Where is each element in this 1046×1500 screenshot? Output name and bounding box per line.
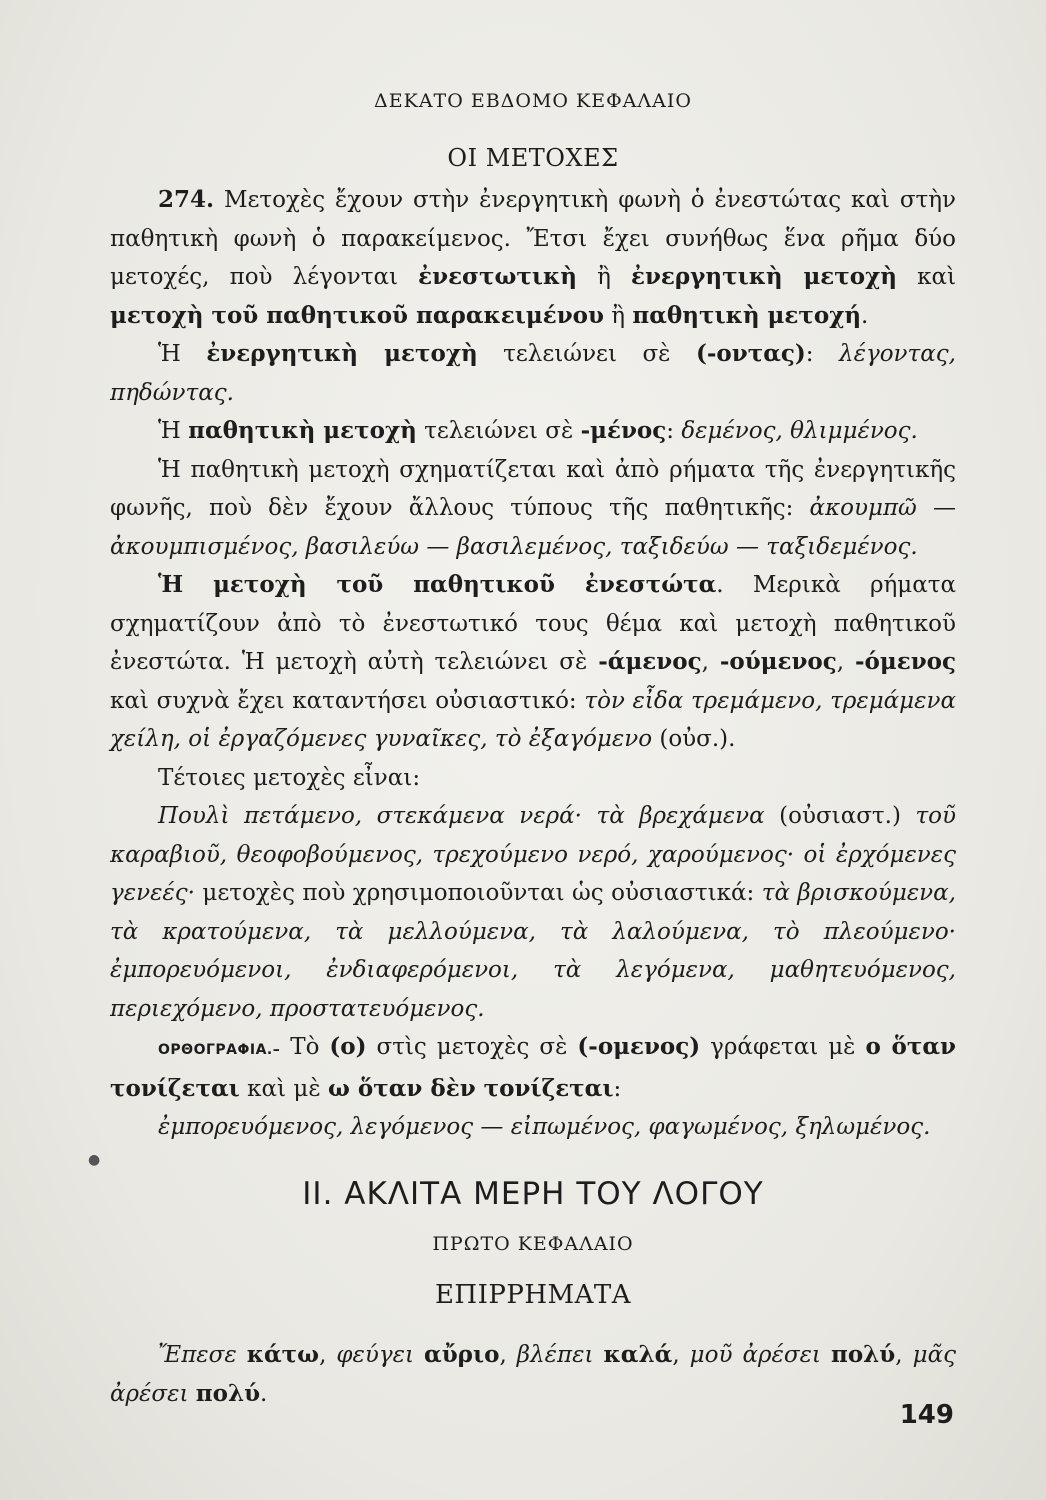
- orthography-label: ΟΡΘΟΓΡΑΦΙΑ.–: [158, 1042, 281, 1058]
- paragraph-active-participle: Ἡ ἐνεργητικὴ μετοχὴ τελειώνει σὲ (-οντας): λέγοντας, πηδώντας.: [110, 340, 956, 406]
- section-title-2: ΕΠΙΡΡΗΜΑΤΑ: [434, 1279, 632, 1310]
- paragraph-passive-participle: Ἡ παθητικὴ μετοχὴ τελειώνει σὲ -μένος: δεμένος, θλιμμένος.: [158, 417, 918, 444]
- paragraph-number: 274.: [158, 186, 215, 213]
- chapter-heading: ΔΕΚΑΤΟ ΕΒΔΟΜΟ ΚΕΦΑΛΑΙΟ: [374, 90, 692, 112]
- paragraph-274: 274. Μετοχὲς ἔχουν στὴν ἐνεργητικὴ φωνὴ ὁ ἐνεστώτας καὶ στὴν παθητικὴ φωνὴ ὁ παρακείμενος. Ἔτσι ἔχει συνήθως ἕνα ρῆμα δύο μετοχές, ποὺ λέγονται ἐνεστωτικὴ ἢ ἐνεργητικὴ μετοχὴ καὶ μετοχὴ τοῦ παθητικοῦ παρακειμένου ἢ παθητικὴ μετοχή.: [110, 186, 956, 329]
- paragraph-present-passive: Ἡ μετοχὴ τοῦ παθητικοῦ ἐνεστώτα. Μερικὰ ρήματα σχηματίζουν ἀπὸ τὸ ἐνεστωτικό τους θέμα καὶ μετοχὴ παθητικοῦ ἐνεστώτα. Ἡ μετοχὴ αὐτὴ τελειώνει σὲ -άμενος, -ούμενος, -όμενος καὶ συχνὰ ἔχει καταντήσει οὐσιαστικό: τὸν εἶδα τρεμάμενο, τρεμάμενα χείλη, οἱ ἐργαζόμενες γυναῖκες, τὸ ἐξαγόμενο (οὐσ.).: [110, 571, 957, 752]
- margin-dot-icon: ●: [88, 1152, 101, 1168]
- chapter-heading-2: ΠΡΩΤΟ ΚΕΦΑΛΑΙΟ: [432, 1233, 634, 1255]
- paragraph-examples: Πουλὶ πετάμενο, στεκάμενα νερά· τὰ βρεχάμενα (οὐσιαστ.) τοῦ καραβιοῦ, θεοφοβούμενος, τρεχούμενο νερό, χαρούμενος· οἱ ἐρχόμενες γενεές· μετοχὲς ποὺ χρησιμοποιοῦνται ὡς οὐσιαστικά: τὰ βρισκούμενα, τὰ κρατούμενα, τὰ μελλούμενα, τὰ λαλούμενα, τὸ πλεούμενο· ἐμπορευόμενοι, ἐνδιαφερόμενοι, τὰ λεγόμενα, μαθητευόμενος, περιεχόμενο, προστατευόμενος.: [110, 803, 956, 1022]
- paragraph-orthography: ΟΡΘΟΓΡΑΦΙΑ.– Τὸ (ο) στὶς μετοχὲς σὲ (-ομενος) γράφεται μὲ ο ὅταν τονίζεται καὶ μὲ ω ὅταν δὲν τονίζεται:: [110, 1033, 956, 1102]
- paragraph-adverbs: Ἔπεσε κάτω, φεύγει αὔριο, βλέπει καλά, μοῦ ἀρέσει πολύ, μᾶς ἀρέσει πολύ.: [110, 1341, 956, 1407]
- part-heading: II. ΑΚΛΙΤΑ ΜΕΡΗ ΤΟΥ ΛΟΓΟΥ: [302, 1175, 764, 1212]
- paragraph-such-participles: Τέτοιες μετοχὲς εἶναι:: [158, 764, 421, 791]
- page-number: 149: [899, 1400, 954, 1430]
- paragraph-passive-formation: Ἡ παθητικὴ μετοχὴ σχηματίζεται καὶ ἀπὸ ρήματα τῆς ἐνεργητικῆς φωνῆς, ποὺ δὲν ἔχουν ἄλλους τύπους τῆς παθητικῆς: ἀκουμπῶ — ἀκουμπισμένος, βασιλεύω — βασιλεμένος, ταξιδεύω — ταξιδεμένος.: [110, 456, 956, 560]
- section-title: ΟΙ ΜΕΤΟΧΕΣ: [447, 143, 619, 172]
- paragraph-orthography-examples: ἐμπορευόμενος, λεγόμενος — εἰπωμένος, φαγωμένος, ξηλωμένος.: [158, 1114, 931, 1140]
